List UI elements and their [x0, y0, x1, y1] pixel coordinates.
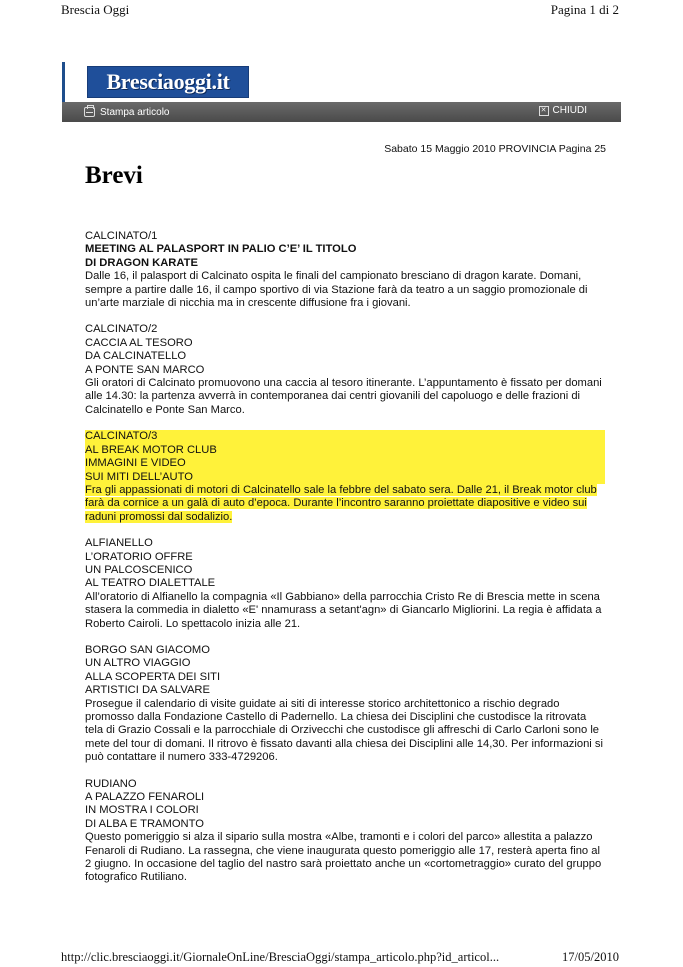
item-kicker: CALCINATO/2	[85, 323, 158, 336]
item-headline: SUI MITI DELL’AUTO	[85, 470, 193, 483]
item-kicker: BORGO SAN GIACOMO	[85, 643, 210, 656]
logo-bar	[62, 62, 624, 102]
item-kicker: CALCINATO/1	[85, 230, 158, 242]
news-item	[85, 537, 605, 631]
news-item	[85, 323, 605, 417]
item-kicker: RUDIANO	[85, 777, 137, 790]
print-article-label: Stampa articolo	[100, 106, 170, 118]
close-icon: ✕	[539, 106, 549, 116]
print-header-site: Brescia Oggi	[61, 2, 130, 17]
item-headline: DI ALBA E TRAMONTO	[85, 817, 204, 830]
item-body: Gli oratori di Calcinato promuovono una caccia al tesoro itinerante. L’appuntamento è fissato per domani alle 14.30: la partenza avverrà in contemporanea dai centri giovanili del capoluogo e delle frazioni di Calcinatello e Ponte San Marco.	[85, 377, 602, 416]
item-body: Dalle 16, il palasport di Calcinato ospita le finali del campionato bresciano di dragon karate. Domani, sempre a partire dalle 16, il campo sportivo di via Stazione farà da teatro a un saggio promozionale di un’arte marziale di nicchia ma in crescente diffusione fra i giovani.	[85, 270, 588, 310]
dateline: Sabato 15 Maggio 2010 PROVINCIA Pagina 25	[384, 143, 606, 155]
print-footer-date: 17/05/2010	[562, 950, 619, 964]
print-footer	[0, 949, 683, 967]
toolbar	[62, 102, 621, 122]
news-item	[85, 230, 605, 310]
print-footer-url: http://clic.bresciaoggi.it/GiornaleOnLine/BresciaOggi/stampa_articolo.php?id_articol...	[61, 950, 500, 964]
item-headline: DA CALCINATELLO	[85, 350, 187, 363]
item-headline: DI DRAGON KARATE	[85, 256, 198, 269]
item-kicker: CALCINATO/3	[85, 430, 158, 443]
item-body: Questo pomeriggio si alza il sipario sulla mostra «Albe, tramonti e i colori del parco» allestita a palazzo Fenaroli di Rudiano. La rassegna, che viene inaugurata questo pomeriggio alle 17, resterà aperta fino al 2 giugno. In occasione del taglio del nastro sarà proiettato anche un «cortometraggio» curato del gruppo fotografico Rutiliano.	[85, 831, 602, 884]
item-headline: A PALAZZO FENAROLI	[85, 791, 205, 804]
print-article-button[interactable]	[84, 105, 169, 119]
news-item	[85, 778, 605, 885]
item-headline: AL TEATRO DIALETTALE	[85, 577, 216, 590]
item-headline: A PONTE SAN MARCO	[85, 363, 205, 376]
item-headline: IN MOSTRA I COLORI	[85, 804, 199, 817]
item-headline: IMMAGINI E VIDEO	[85, 457, 186, 470]
printer-icon	[84, 107, 95, 117]
item-body: Fra gli appassionati di motori di Calcinatello sale la febbre del sabato sera. Dalle 21, il Break motor club farà da cornice a un galà di auto d’epoca. Durante l’incontro saranno proiettate diapositive e video sui raduni promossi dal sodalizio.	[85, 483, 597, 523]
item-headline: UN ALTRO VIAGGIO	[85, 657, 191, 670]
item-headline: L’ORATORIO OFFRE	[85, 550, 193, 563]
news-item	[85, 644, 605, 765]
page-title: Brevi	[85, 162, 143, 189]
print-header	[0, 0, 683, 18]
item-body: All’oratorio di Alfianello la compagnia «Il Gabbiano» della parrocchia Cristo Re di Brescia mette in scena stasera la commedia in dialetto «E' nnamurass a setant'agn» di Giancarlo Migliorini. La regia è affidata a Roberto Cairoli. Lo spettacolo inizia alle 21.	[85, 590, 602, 630]
site-logo[interactable]: Bresciaoggi.it	[87, 66, 249, 98]
close-label: CHIUDI	[552, 105, 587, 116]
item-headline: ARTISTICI DA SALVARE	[85, 684, 210, 697]
item-headline: ALLA SCOPERTA DEI SITI	[85, 670, 221, 683]
close-button[interactable]	[539, 105, 587, 116]
item-headline: AL BREAK MOTOR CLUB	[85, 443, 217, 456]
item-headline: MEETING AL PALASPORT IN PALIO C’E’ IL TITOLO	[85, 243, 357, 256]
article-body	[85, 230, 605, 898]
news-item-highlighted	[85, 430, 605, 524]
item-headline: UN PALCOSCENICO	[85, 563, 193, 576]
item-kicker: ALFIANELLO	[85, 537, 153, 550]
item-body: Prosegue il calendario di visite guidate ai siti di interesse storico architettonico a rischio degrado promosso dalla Fondazione Castello di Padernello. La chiesa dei Disciplini che custodisce la ritrovata tela di Grazio Cossali e la parrocchiale di Orzivecchi che custodisce gli affreschi di Carlo Carloni sono le mete del tour di domani. Il ritrovo è fissato davanti alla chiesa dei Disciplini alle 14,30. Per informazioni si può contattare il numero 333-4729206.	[85, 697, 603, 764]
item-headline: CACCIA AL TESORO	[85, 336, 193, 349]
print-header-page: Pagina 1 di 2	[550, 2, 619, 17]
